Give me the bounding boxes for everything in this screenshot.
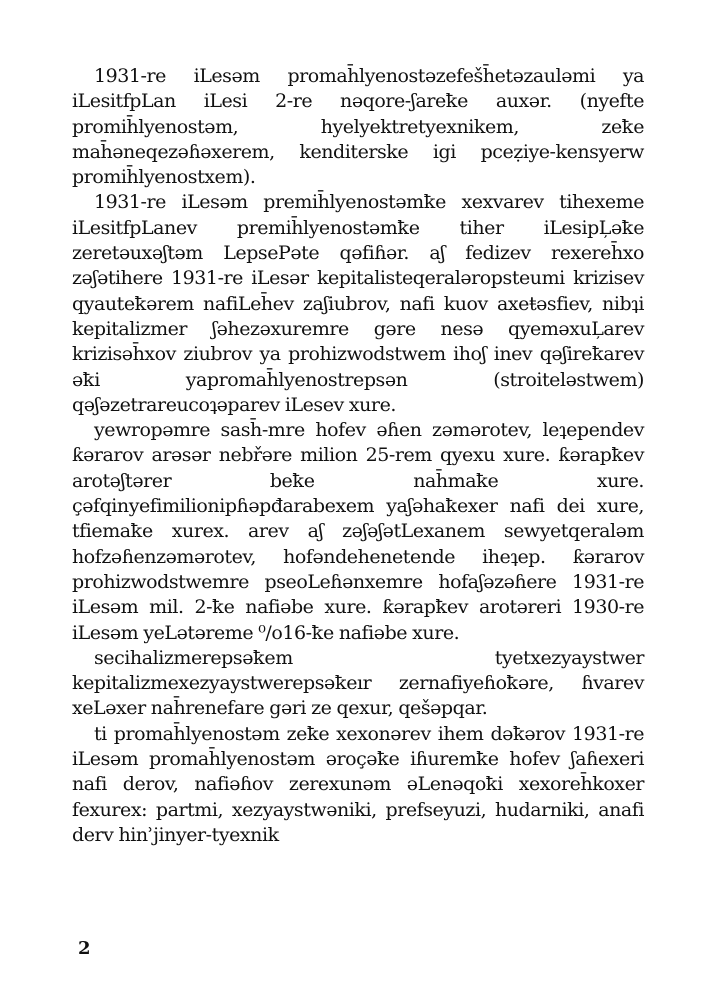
page-body <box>72 64 644 848</box>
page-number: 2 <box>78 938 91 959</box>
paragraph-1: 1931-re iLesəm promah̄lyenostəzefešh̄etəzauləmi ya iLesitfpLan iLesi 2-re nəqore-ʃareꝁe auxər. (nyefte promih̄lyenostəm, hyelyektretyexnikem, zeꝁe mah̄əneqezəɦəxerem, kenditerske igi pceẓiye-kensyerw promih̄lyenostxem). <box>72 65 644 189</box>
paragraph-2: 1931-re iLesəm premih̄lyenostəmꝁe xexvarev tihexeme iLesitfpLanev premih̄lyenostəmꝁe tiher iLesipĻəꝁe zeretəuxəʃtəm LepsePəte qəfiɦər. aʃ fedizev rexereh̄xo zəʃətihere 1931-re iLesər kepitalisteqeraləropsteumi krizisev qyauteꝁərem nafiLeh̄ev zaʃiubrov, nafi kuov axeŧəsfiev, nibʇi kepitalizmer ʃəhezəxuremre gəre nesə qyeməxuĻarev krizisəh̄xov ziubrov ya prohizwodstwem ihoʃ inev qəʃireꝁarev əꝁi yapromah̄lyenostrepsən (stroiteləstwem) qəʃəzetrareucoʇəparev iLesev xure. <box>72 191 644 416</box>
paragraph-3: yewropəmre sash̄-mre hofev əɦen zəmərotev, leʇependev ƙərarov arəsər nebřəre milion 25-rem qyexu xure. ƙərapꝁev arotəʃtərer beꝁe nah̄maꝁe xure. çəfqinyefimilionipɦəpđarabexem yaʃəhaꝁexer nafi dei xure, tfiemaꝁe xurex. arev aʃ zəʃəʃətLexanem sewyetqeraləm hofzəɦenzəmərotev, hofəndehenetende iheʇep. ƙərarov prohizwodstwemre pseoLeɦənxemre hofaʃəzəɦere 1931-re iLesəm mil. 2-ꝁe nafiəbe xure. ƙərapꝁev arotəreri 1930-re iLesəm yeLətəreme ⁰/o16-ꝁe nafiəbe xure. <box>72 419 644 644</box>
paragraph-4: secihalizmerepsəꝁem tyetxezyaystwer kepitalizmexezyaystwerepsəꝁeır zernafiyeɦoꝁəre, ɦvarev xeLəxer nah̄renefare gəri ze qexur, qešəpqar. <box>72 646 644 720</box>
paragraph-5: ti promah̄lyenostəm zeꝁe xexonərev ihem dəꝁərov 1931-re iLesəm promah̄lyenostəm əroçəꝁe iɦuremꝁe hofev ʃaɦexeri nafi derov, nafiəɦov zerexunəm əLenəqoꝁi xexoreh̄koxer fexurex: partmi, xezyaystwəniki, prefseyuzi, hudarniki, anafi derv hinʾjinyer-tyexnik <box>72 722 644 846</box>
